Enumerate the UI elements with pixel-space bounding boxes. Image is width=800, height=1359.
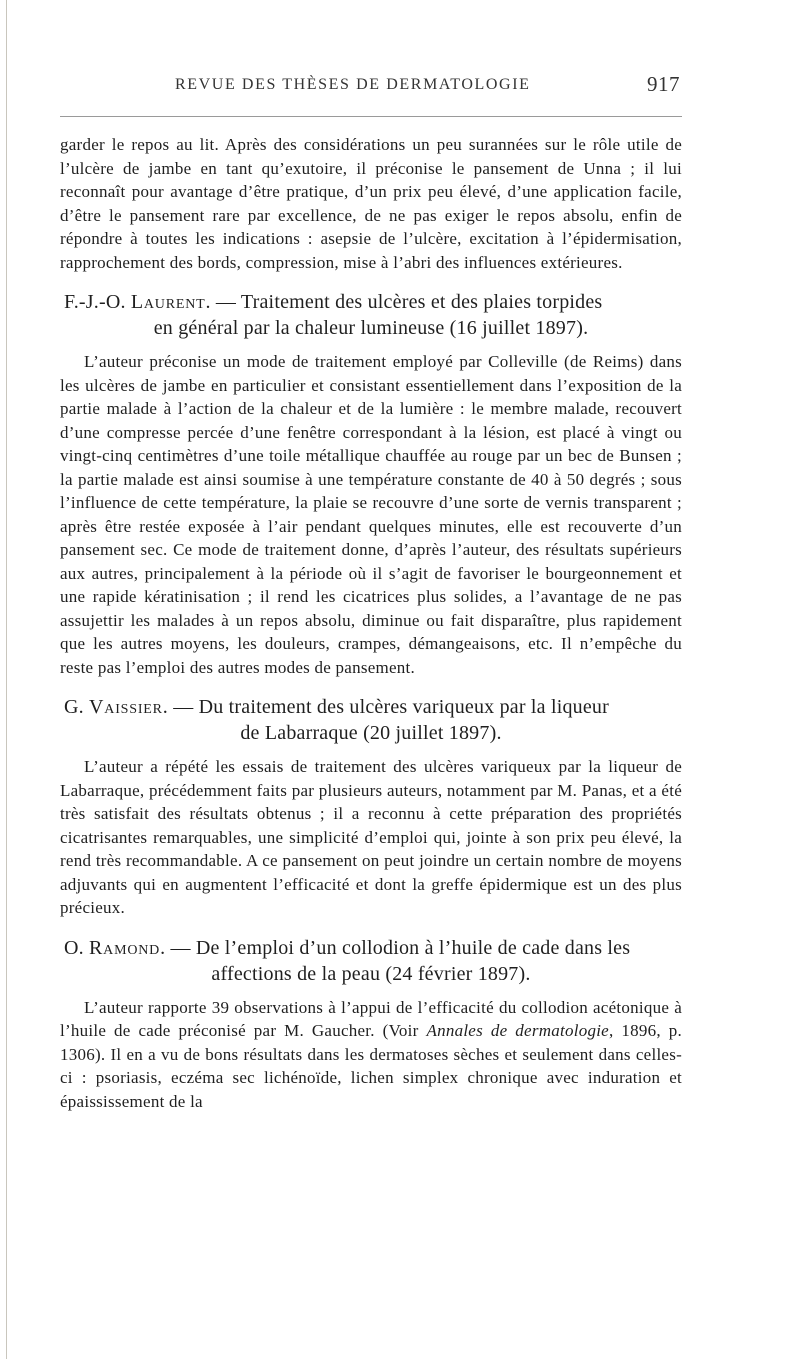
- entry-title-line1: . — Du traitement des ulcères variqueux par la liqueur: [162, 696, 609, 718]
- page-header: [60, 72, 682, 106]
- page-body: [60, 133, 682, 1113]
- entry-body: L’auteur a répété les essais de traitement des ulcères variqueux par la liqueur de Labarraque, précédemment faits par plusieurs auteurs, notamment par M. Panas, et a été très satisfait des résultats obtenus ; il a reconnu à cette préparation des propriétés cicatrisantes remarquables, une simplicité d’emploi qui, jointe à son prix peu élevé, la rend très recommandable. A ce pansement on peut joindre un certain nombre de moyens adjuvants qui en augmentent l’efficacité et dont la greffe épidermique est un des plus précieux.: [60, 757, 682, 917]
- author-surname: Vaissier: [89, 696, 163, 718]
- author-initials: O.: [64, 936, 84, 959]
- author-initials: G.: [64, 696, 84, 718]
- running-title: REVUE DES THÈSES DE DERMATOLOGIE: [175, 76, 531, 93]
- entry-heading-line1: [60, 289, 682, 315]
- header-rule: [60, 116, 682, 117]
- entry-heading-line1: [60, 694, 682, 720]
- entry-title-line1: . — Traitement des ulcères et des plaies torpides: [205, 291, 603, 313]
- entry-body-text: L’auteur rapporte 39 observations à l’appui de l’efficacité du collodion acétonique à l’huile de cade préconisé par M. Gaucher. (Voir: [60, 997, 682, 1040]
- page-number: 917: [647, 72, 680, 96]
- page-edge: [6, 0, 7, 1359]
- entry-body: [60, 996, 682, 1114]
- author-initials: F.-J.-O.: [64, 291, 126, 313]
- entry-title-line2: en général par la chaleur lumineuse (16 juillet 1897).: [153, 317, 589, 339]
- entry-title-line2: affections de la peau (24 février 1897).: [211, 962, 531, 985]
- entry-body: L’auteur préconise un mode de traitement employé par Colleville (de Reims) dans les ulcères de jambe en particulier et consistant essentiellement dans l’exposition de la partie malade à l’action de la chaleur et de la lumière : le membre malade, recouvert d’une compresse percée d’une fenêtre correspondant à la lésion, est placé à vingt ou vingt-cinq centimètres d’une toile métallique chauffée au rouge par un bec de Bunsen ; la partie malade est ainsi soumise à une température constante de 40 à 50 degrés ; sous l’influence de cette température, la plaie se recouvre d’une sorte de vernis transparent ; après être restée exposée à l’air pendant quelques minutes, elle est recouverte d’un pansement sec. Ce mode de traitement donne, d’après l’auteur, des résultats supérieurs aux autres, principalement à la période où il s’agit de favoriser le bourgeonnement et une rapide kératinisation ; il rend les cicatrices plus solides, a l’avantage de ne pas assujettir les malades à un repos absolu, diminue ou fait disparaître, plus rapidement que les autres moyens, les douleurs, crampes, démangeaisons, etc. Il n’empêche du reste pas l’emploi des autres modes de pansement.: [60, 352, 682, 677]
- entry-heading: [60, 289, 682, 341]
- author-surname: Ramond: [89, 936, 161, 959]
- entry-title-line2: de Labarraque (20 juillet 1897).: [240, 722, 502, 744]
- entry-heading: [60, 694, 682, 746]
- intro-paragraph: garder le repos au lit. Après des considérations un peu surannées sur le rôle utile de l’ulcère de jambe en tant qu’exutoire, il préconise le pansement de Unna ; il lui reconnaît pour avantage d’être pratique, d’un prix peu élevé, d’une application facile, d’être le pansement rare par excellence, de ne pas exiger le repos absolu, enfin de répondre à toutes les indications : asepsie de l’ulcère, excitation à l’épidermisation, rapprochement des bords, compression, mise à l’abri des influences extérieures.: [60, 135, 682, 272]
- citation-title: Annales de dermatologie: [426, 1021, 609, 1040]
- author-surname: Laurent: [130, 291, 206, 313]
- entry-body-text: , 1896, p. 1306). Il en a vu de bons résultats dans les dermatoses sèches et seulement dans celles-ci : psoriasis, eczéma sec lichénoïde, lichen simplex chronique avec induration et épaississement de la: [60, 1021, 683, 1111]
- entry-heading-line1: [60, 935, 682, 961]
- entry-title-line1: . — De l’emploi d’un collodion à l’huile de cade dans les: [160, 936, 631, 959]
- entry-heading: [60, 935, 682, 987]
